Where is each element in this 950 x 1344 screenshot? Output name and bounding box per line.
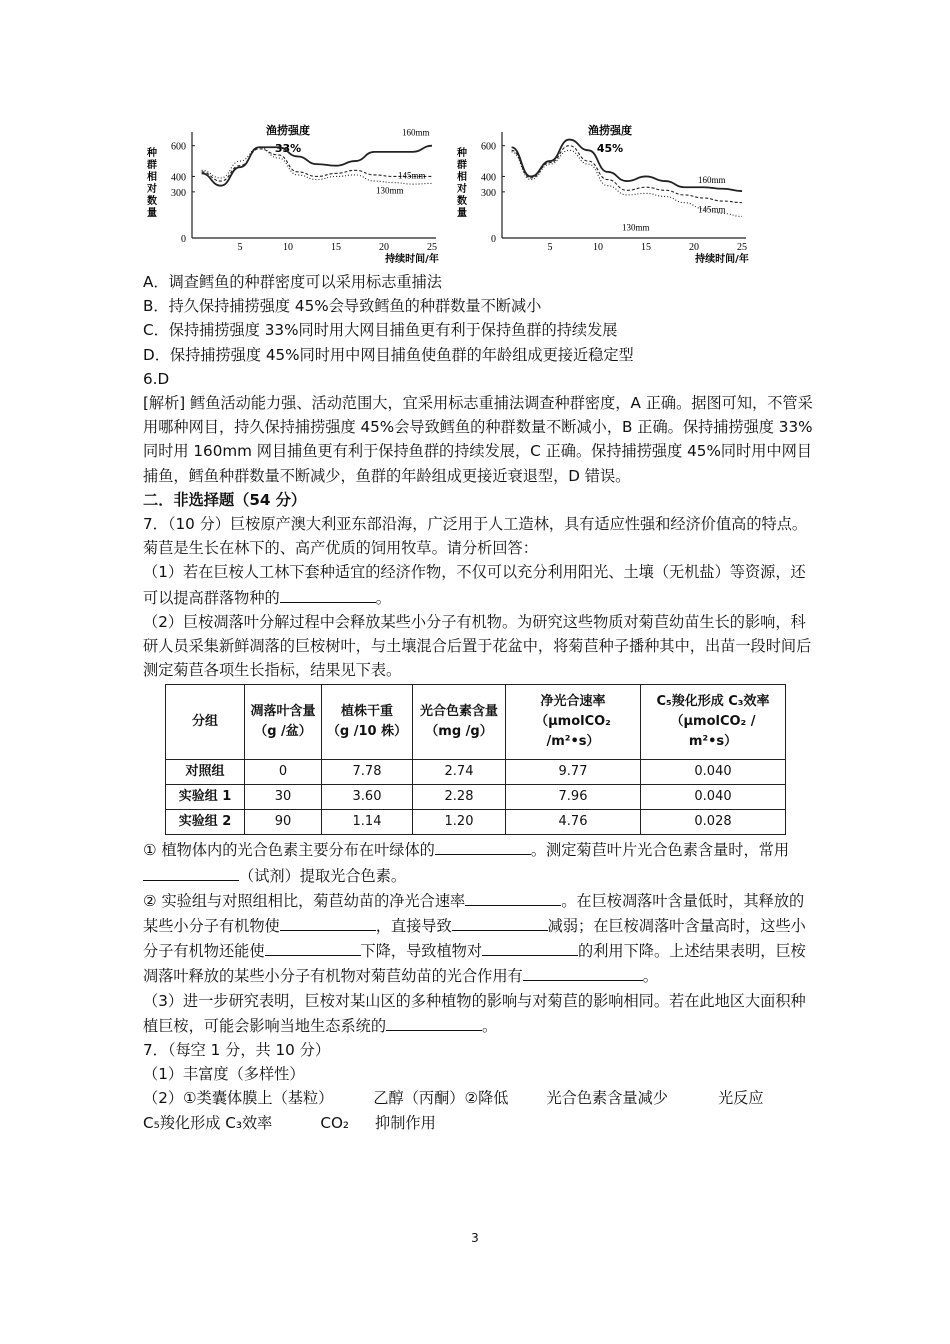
option-c: C．保持捕捞强度 33%同时用大网目捕鱼更有利于保持鱼群的持续发展 bbox=[143, 321, 618, 340]
y-axis-label-char: 群 bbox=[147, 160, 157, 171]
answer-blank[interactable] bbox=[265, 938, 361, 956]
q7-sub2-text5: 下降，导致植物对 bbox=[360, 942, 482, 961]
x-tick-label: 15 bbox=[641, 242, 651, 253]
answer-blank[interactable] bbox=[280, 585, 376, 603]
table-cell: 2.74 bbox=[413, 760, 506, 785]
q7-sub1-text: ① 植物体内的光合色素主要分布在叶绿体的 bbox=[143, 841, 435, 860]
y-tick-label: 400 bbox=[481, 172, 496, 184]
y-axis-label-char: 数 bbox=[147, 196, 157, 207]
series-label: 145mm bbox=[398, 170, 426, 181]
header-text: C₅羧化形成 C₃效率 bbox=[656, 694, 770, 710]
y-axis-label-char: 量 bbox=[457, 208, 467, 219]
answer-text: 光合色素含量减少 bbox=[546, 1089, 668, 1108]
page-number: 3 bbox=[471, 1231, 479, 1245]
y-axis-label-char: 对 bbox=[147, 184, 157, 195]
x-tick-label: 20 bbox=[689, 242, 699, 253]
q7-part3-text: （3）进一步研究表明，巨桉对某山区的多种植物的影响与对菊苣的影响相同。若在此地区大面积种植巨桉，可能会影响当地生态系统的 bbox=[143, 991, 806, 1035]
table-cell: 实验组 1 bbox=[166, 785, 245, 810]
header-text: 净光合速率 bbox=[540, 694, 606, 710]
q7-sub2-text6: 的利用下降。上述结果表明，巨桉凋落叶释放的某些小分子有机物对菊苣幼苗的光合作用有 bbox=[143, 942, 806, 986]
table-cell: 0 bbox=[245, 760, 322, 785]
series-label: 160mm bbox=[698, 175, 726, 186]
option-a: A．调查鳕鱼的种群密度可以采用标志重捕法 bbox=[143, 273, 442, 291]
y-axis-label-char: 相 bbox=[457, 172, 467, 183]
table-cell: 对照组 bbox=[166, 760, 245, 785]
y-tick-label: 300 bbox=[481, 187, 496, 199]
y-axis-label-char: 相 bbox=[147, 172, 157, 183]
x-axis-label: 持续时间/年 bbox=[695, 254, 749, 265]
answer-6: 6.D bbox=[143, 369, 170, 388]
header-text: 分组 bbox=[191, 714, 218, 730]
series-label: 145mm bbox=[698, 204, 726, 215]
q7-sub2-text: ② 实验组与对照组相比，菊苣幼苗的净光合速率 bbox=[143, 891, 466, 910]
header-leaf-amount bbox=[245, 685, 322, 760]
y-axis-label-char: 量 bbox=[147, 208, 157, 219]
section-heading: 二．非选择题（54 分） bbox=[143, 490, 307, 509]
option-b: B．持久保持捕捞强度 45%会导致鳕鱼的种群数量不断减小 bbox=[143, 297, 542, 316]
table-cell: 0.040 bbox=[641, 785, 786, 810]
header-text: 凋落叶含量 bbox=[250, 704, 316, 720]
chart-title-line1: 渔捞强度 bbox=[588, 124, 632, 137]
answer-text: C₅羧化形成 C₃效率 bbox=[143, 1113, 273, 1132]
table-cell: 9.77 bbox=[506, 760, 641, 785]
series-label: 160mm bbox=[402, 127, 430, 138]
answer-blank[interactable] bbox=[435, 837, 531, 855]
table-cell: 1.20 bbox=[413, 810, 506, 835]
chart-title-line2: 33% bbox=[274, 142, 302, 155]
answer-blank[interactable] bbox=[523, 963, 643, 981]
answer-blank[interactable] bbox=[465, 888, 561, 906]
q7-sub1-text2: 。测定菊苣叶片光合色素含量时，常用 bbox=[530, 841, 790, 860]
chart-svg bbox=[140, 118, 440, 266]
header-unit: （mg /g） bbox=[425, 724, 493, 740]
answer-text: CO₂ bbox=[320, 1113, 349, 1132]
q7-part3-end: 。 bbox=[482, 1016, 498, 1035]
y-axis-label-char: 群 bbox=[457, 160, 467, 171]
header-unit: （g /盆） bbox=[254, 724, 312, 740]
answer7-part1: （1）丰富度（多样性） bbox=[143, 1065, 305, 1084]
table-cell: 7.96 bbox=[506, 785, 641, 810]
table-cell: 3.60 bbox=[322, 785, 413, 810]
x-tick-label: 10 bbox=[593, 242, 603, 253]
page-content bbox=[143, 270, 815, 1135]
q7-part2: （2）巨桉凋落叶分解过程中会释放某些小分子有机物。为研究这些物质对菊苣幼苗生长的影响，科研人员采集新鲜凋落的巨桉树叶，与土壤混合后置于花盆中，将菊苣种子播种其中，出苗一段时间后测定菊苣各项生长指标，结果见下表。 bbox=[143, 612, 812, 680]
answer-text: 乙醇（丙酮）②降低 bbox=[373, 1089, 509, 1108]
table-cell: 7.78 bbox=[322, 760, 413, 785]
figure-population-charts bbox=[140, 118, 820, 268]
q7-part1-end: 。 bbox=[375, 588, 391, 607]
table-row bbox=[166, 760, 786, 785]
y-tick-label: 0 bbox=[181, 234, 186, 245]
x-tick-label: 20 bbox=[379, 242, 389, 253]
table-row bbox=[166, 785, 786, 810]
series-label: 130mm bbox=[376, 185, 404, 196]
results-table bbox=[165, 684, 786, 835]
header-text: 植株干重 bbox=[340, 704, 393, 720]
y-tick-label: 600 bbox=[171, 141, 186, 153]
q7-part1 bbox=[143, 560, 815, 609]
header-unit: （μmolCO₂ /m²•s） bbox=[535, 714, 611, 750]
table-cell: 1.14 bbox=[322, 810, 413, 835]
q7-sub2 bbox=[143, 888, 815, 989]
header-carboxylation bbox=[641, 685, 786, 760]
answer7-part2 bbox=[143, 1086, 815, 1110]
table-cell: 4.76 bbox=[506, 810, 641, 835]
table-cell: 30 bbox=[245, 785, 322, 810]
header-unit: m²•s） bbox=[688, 734, 738, 750]
x-axis-label: 持续时间/年 bbox=[385, 254, 439, 265]
chart-title-line2: 45% bbox=[596, 142, 624, 155]
y-tick-label: 600 bbox=[481, 141, 496, 153]
answer-text: 光反应 bbox=[717, 1089, 764, 1108]
series-label: 130mm bbox=[622, 222, 650, 233]
y-axis-label-char: 种 bbox=[147, 148, 157, 159]
q7-sub1 bbox=[143, 837, 815, 887]
q7-sub2-end: 。 bbox=[642, 967, 658, 986]
header-group bbox=[166, 685, 245, 760]
header-pigment bbox=[413, 685, 506, 760]
y-axis-label-char: 种 bbox=[457, 148, 467, 159]
q7-intro: 7．（10 分）巨桉原产澳大利亚东部沿海，广泛用于人工造林，具有适应性强和经济价值高的特点。菊苣是生长在林下的、高产优质的饲用牧草。请分析回答： bbox=[143, 515, 808, 558]
option-d: D．保持捕捞强度 45%同时用中网目捕鱼使鱼群的年龄组成更接近稳定型 bbox=[143, 345, 634, 364]
answer-text: （2）①类囊体膜上（基粒） bbox=[143, 1089, 334, 1108]
answer7-title: 7．（每空 1 分，共 10 分） bbox=[143, 1041, 331, 1060]
x-tick-label: 10 bbox=[283, 242, 293, 253]
q7-sub2-text2: 。在巨桉凋落叶含量低时，其释放的某些小分子有机物使 bbox=[143, 891, 805, 936]
answer-blank[interactable] bbox=[386, 1013, 482, 1031]
x-tick-label: 25 bbox=[737, 242, 747, 253]
header-unit: （g /10 株） bbox=[326, 724, 408, 740]
table-cell: 2.28 bbox=[413, 785, 506, 810]
y-tick-label: 400 bbox=[171, 172, 186, 184]
x-tick-label: 25 bbox=[427, 242, 437, 253]
q7-part1-text: （1）若在巨桉人工林下套种适宜的经济作物，不仅可以充分利用阳光、土壤（无机盐）等资源，还可以提高群落物种的 bbox=[143, 563, 806, 607]
chart-svg bbox=[450, 118, 750, 266]
answer-blank[interactable] bbox=[143, 863, 239, 881]
analysis-6: [解析] 鳕鱼活动能力强、活动范围大，宜采用标志重捕法调查种群密度，A 正确。据图可知，不管采用哪种网目，持久保持捕捞强度 45%会导致鳕鱼的种群数量不断减小，B 正确。保持捕捞强度 33%同时用 160mm 网目捕鱼更有利于保持鱼群的持续发展，C 正确。保持捕捞强度 45%同时用中网目捕鱼，鳕鱼种群数量不断减少，鱼群的年龄组成更接近衰退型，D 错误。 bbox=[143, 394, 813, 485]
y-axis-label-char: 数 bbox=[457, 196, 467, 207]
table-cell: 90 bbox=[245, 810, 322, 835]
x-tick-label: 5 bbox=[547, 242, 553, 253]
y-axis-label-char: 对 bbox=[457, 184, 467, 195]
table-row bbox=[166, 810, 786, 835]
table-cell: 0.028 bbox=[641, 810, 786, 835]
header-text: 光合色素含量 bbox=[419, 704, 498, 720]
q7-sub2-text4: 减弱；在巨桉凋落叶含量高时，这些小分子有机物还能使 bbox=[143, 917, 806, 961]
q7-sub1-text3: （试剂）提取光合色素。 bbox=[239, 866, 407, 885]
table-cell: 0.040 bbox=[641, 760, 786, 785]
answer-blank[interactable] bbox=[482, 938, 578, 956]
y-tick-label: 300 bbox=[171, 187, 186, 199]
header-dry-weight bbox=[322, 685, 413, 760]
header-net-photosynthesis bbox=[506, 685, 641, 760]
x-tick-label: 5 bbox=[237, 242, 243, 253]
y-tick-label: 0 bbox=[491, 234, 496, 245]
x-tick-label: 15 bbox=[331, 242, 341, 253]
chart-catch-45 bbox=[450, 118, 750, 266]
chart-title-line1: 渔捞强度 bbox=[266, 124, 310, 137]
chart-catch-33 bbox=[140, 118, 440, 266]
table-header-row bbox=[166, 685, 786, 760]
answer-blank[interactable] bbox=[452, 913, 548, 931]
answer-text: 抑制作用 bbox=[375, 1113, 436, 1132]
q7-sub2-text3: ，直接导致 bbox=[375, 917, 452, 936]
answer-blank[interactable] bbox=[280, 913, 376, 931]
header-unit: （μmolCO₂ / bbox=[670, 714, 756, 730]
table-cell: 实验组 2 bbox=[166, 810, 245, 835]
q7-part3 bbox=[143, 989, 815, 1038]
answer7-part2-cont bbox=[143, 1111, 815, 1135]
